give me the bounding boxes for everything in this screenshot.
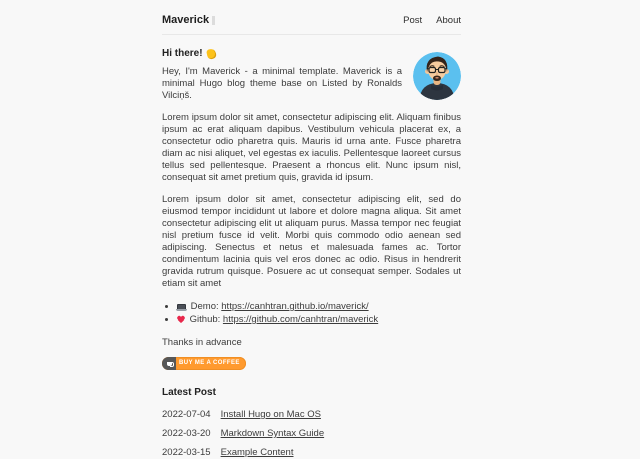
intro-section — [162, 48, 461, 290]
nav-link-post[interactable]: Post — [403, 14, 423, 26]
post-link-install-hugo[interactable]: Install Hugo on Mac OS — [220, 409, 321, 420]
list-item-demo — [177, 300, 461, 313]
heart-emoji-icon — [177, 316, 185, 323]
main-nav — [403, 15, 461, 26]
list-item-github — [177, 313, 461, 326]
body-paragraph-1: Lorem ipsum dolor sit amet, consectetur adipiscing elit. Aliquam finibus ipsum ac erat aliquam dapibus. Vestibulum vehicula placerat ex, a consectetur odio pharetra quis. Mauris id urna ante. Fusce pharetra diam ac nisi aliquet, vel egestas ex iaculis. Pellentesque laoreet cursus tellus sed pellentesque. Praesent a rhoncus elit. Nunc ipsum nisl, consequat sit amet pretium quis, gravida id ipsum. — [162, 112, 461, 183]
author-avatar — [413, 52, 461, 100]
post-date: 2022-03-20 — [162, 428, 211, 439]
intro-paragraph: Hey, I'm Maverick - a minimal template. Maverick is a minimal Hugo blog theme base on Listed by Ronalds Vilciņš. — [162, 66, 402, 101]
github-label: Github: — [189, 314, 221, 325]
buy-me-a-coffee-badge[interactable] — [162, 357, 246, 370]
page-container — [162, 0, 461, 459]
post-row — [162, 428, 461, 440]
thanks-text: Thanks in advance — [162, 337, 242, 348]
laptop-emoji-icon — [177, 304, 186, 310]
post-row — [162, 409, 461, 421]
post-date: 2022-03-15 — [162, 447, 211, 458]
greeting-text: Hi there! — [162, 48, 203, 59]
site-logo[interactable] — [162, 14, 215, 26]
greeting-heading — [162, 48, 402, 59]
site-logo-text: Maverick — [162, 14, 210, 26]
wave-emoji-icon — [206, 48, 217, 60]
coffee-cup-icon — [162, 357, 176, 370]
latest-post-heading: Latest Post — [162, 387, 216, 398]
demo-label: Demo: — [190, 301, 219, 312]
github-link[interactable]: https://github.com/canhtran/maverick — [222, 314, 379, 325]
body-paragraph-2: Lorem ipsum dolor sit amet, consectetur adipiscing elit, sed do eiusmod tempor incididunt ut labore et dolore magna aliqua. Sit amet consectetur adipiscing elit ut aliquam purus. Massa tempor nec feugiat nisl pretium fusce id velit. Morbi quis commodo odio aenean sed adipiscing. Senectus et netus et malesuada fames ac. Tortor condimentum lacinia quis vel eros donec ac odio. Risus in hendrerit gravida rutrum quisque. Posuere ac ut consequat semper. Sodales ut etiam sit amet — [162, 194, 461, 289]
badge-label: BUY ME A COFFEE — [179, 360, 240, 366]
demo-link[interactable]: https://canhtran.github.io/maverick/ — [221, 301, 369, 312]
project-links-list — [162, 300, 461, 326]
site-header — [162, 14, 461, 35]
post-row — [162, 447, 461, 459]
post-date: 2022-07-04 — [162, 409, 211, 420]
nav-link-about[interactable]: About — [436, 14, 461, 26]
cartoon-man-avatar-icon — [413, 52, 461, 100]
logo-cursor — [212, 16, 215, 25]
post-link-example-content[interactable]: Example Content — [220, 447, 294, 458]
post-link-markdown-guide[interactable]: Markdown Syntax Guide — [220, 428, 325, 439]
